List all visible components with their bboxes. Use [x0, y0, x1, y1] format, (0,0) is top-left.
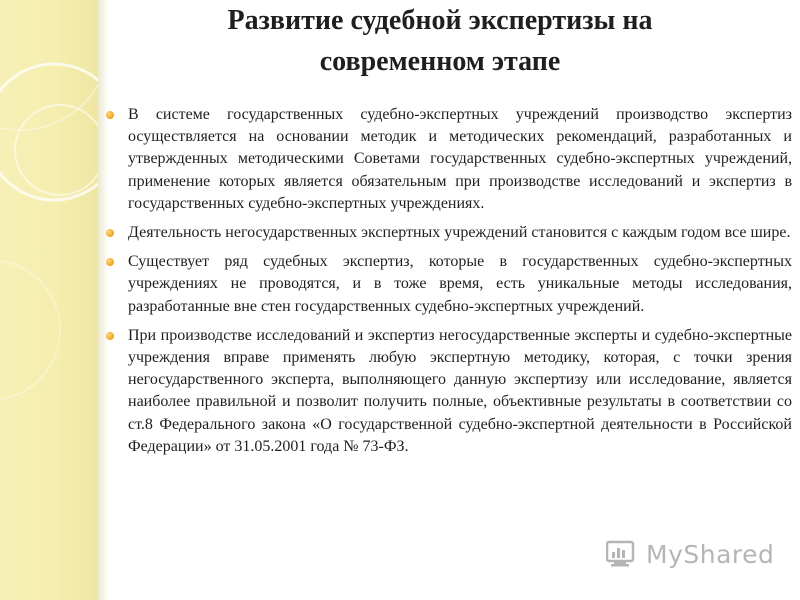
slide-title-line-1: Развитие судебной экспертизы на [227, 5, 653, 36]
bullet-item [104, 104, 792, 215]
bullet-text: В системе государственных судебно-экспертных учреждений производство экспертиз осуществляется на основании методик и методических рекомендаций, разработанных и утвержденных методическими Советами государственных судебно-экспертных учреждений, применение которых является обязательным при производстве исследований и экспертиз в государственных судебно-экспертных учреждениях. [128, 106, 792, 212]
bullet-item [104, 222, 792, 244]
bullet-item [104, 325, 792, 458]
decorative-side-band [0, 0, 98, 600]
watermark-text: MyShared [646, 539, 775, 569]
slide-title [100, 0, 780, 82]
decorative-circles-graphic [0, 0, 98, 600]
watermark [606, 536, 774, 572]
bullet-text: При производстве исследований и экспертиз негосударственные эксперты и судебно-экспертные учреждения вправе применять любую экспертную методику, которая, с точки зрения негосударственного эксперта, выполняющего данную экспертизу или исследование, является наиболее правильной и позволит получить полные, объективные результаты в соответствии со ст.8 Федерального закона «О государственной судебно-экспертной деятельности в Российской Федерации» от 31.05.2001 года № 73-ФЗ. [128, 326, 792, 455]
bullet-text: Существует ряд судебных экспертиз, которые в государственных судебно-экспертных учреждениях не проводятся, и в тоже время, есть уникальные методы исследования, разработанные вне стен государственных судебно-экспертных учреждений. [128, 253, 792, 315]
orange-dot-bullet-icon [106, 111, 114, 119]
bullet-list [104, 104, 792, 465]
slide-title-line-2: современном этапе [319, 46, 561, 77]
bullet-text: Деятельность негосударственных экспертных учреждений становится с каждым годом все шире. [128, 224, 791, 242]
bullet-item [104, 251, 792, 318]
orange-dot-bullet-icon [106, 332, 114, 340]
myshared-logo-icon [606, 539, 640, 569]
orange-dot-bullet-icon [106, 258, 114, 266]
orange-dot-bullet-icon [106, 229, 114, 237]
